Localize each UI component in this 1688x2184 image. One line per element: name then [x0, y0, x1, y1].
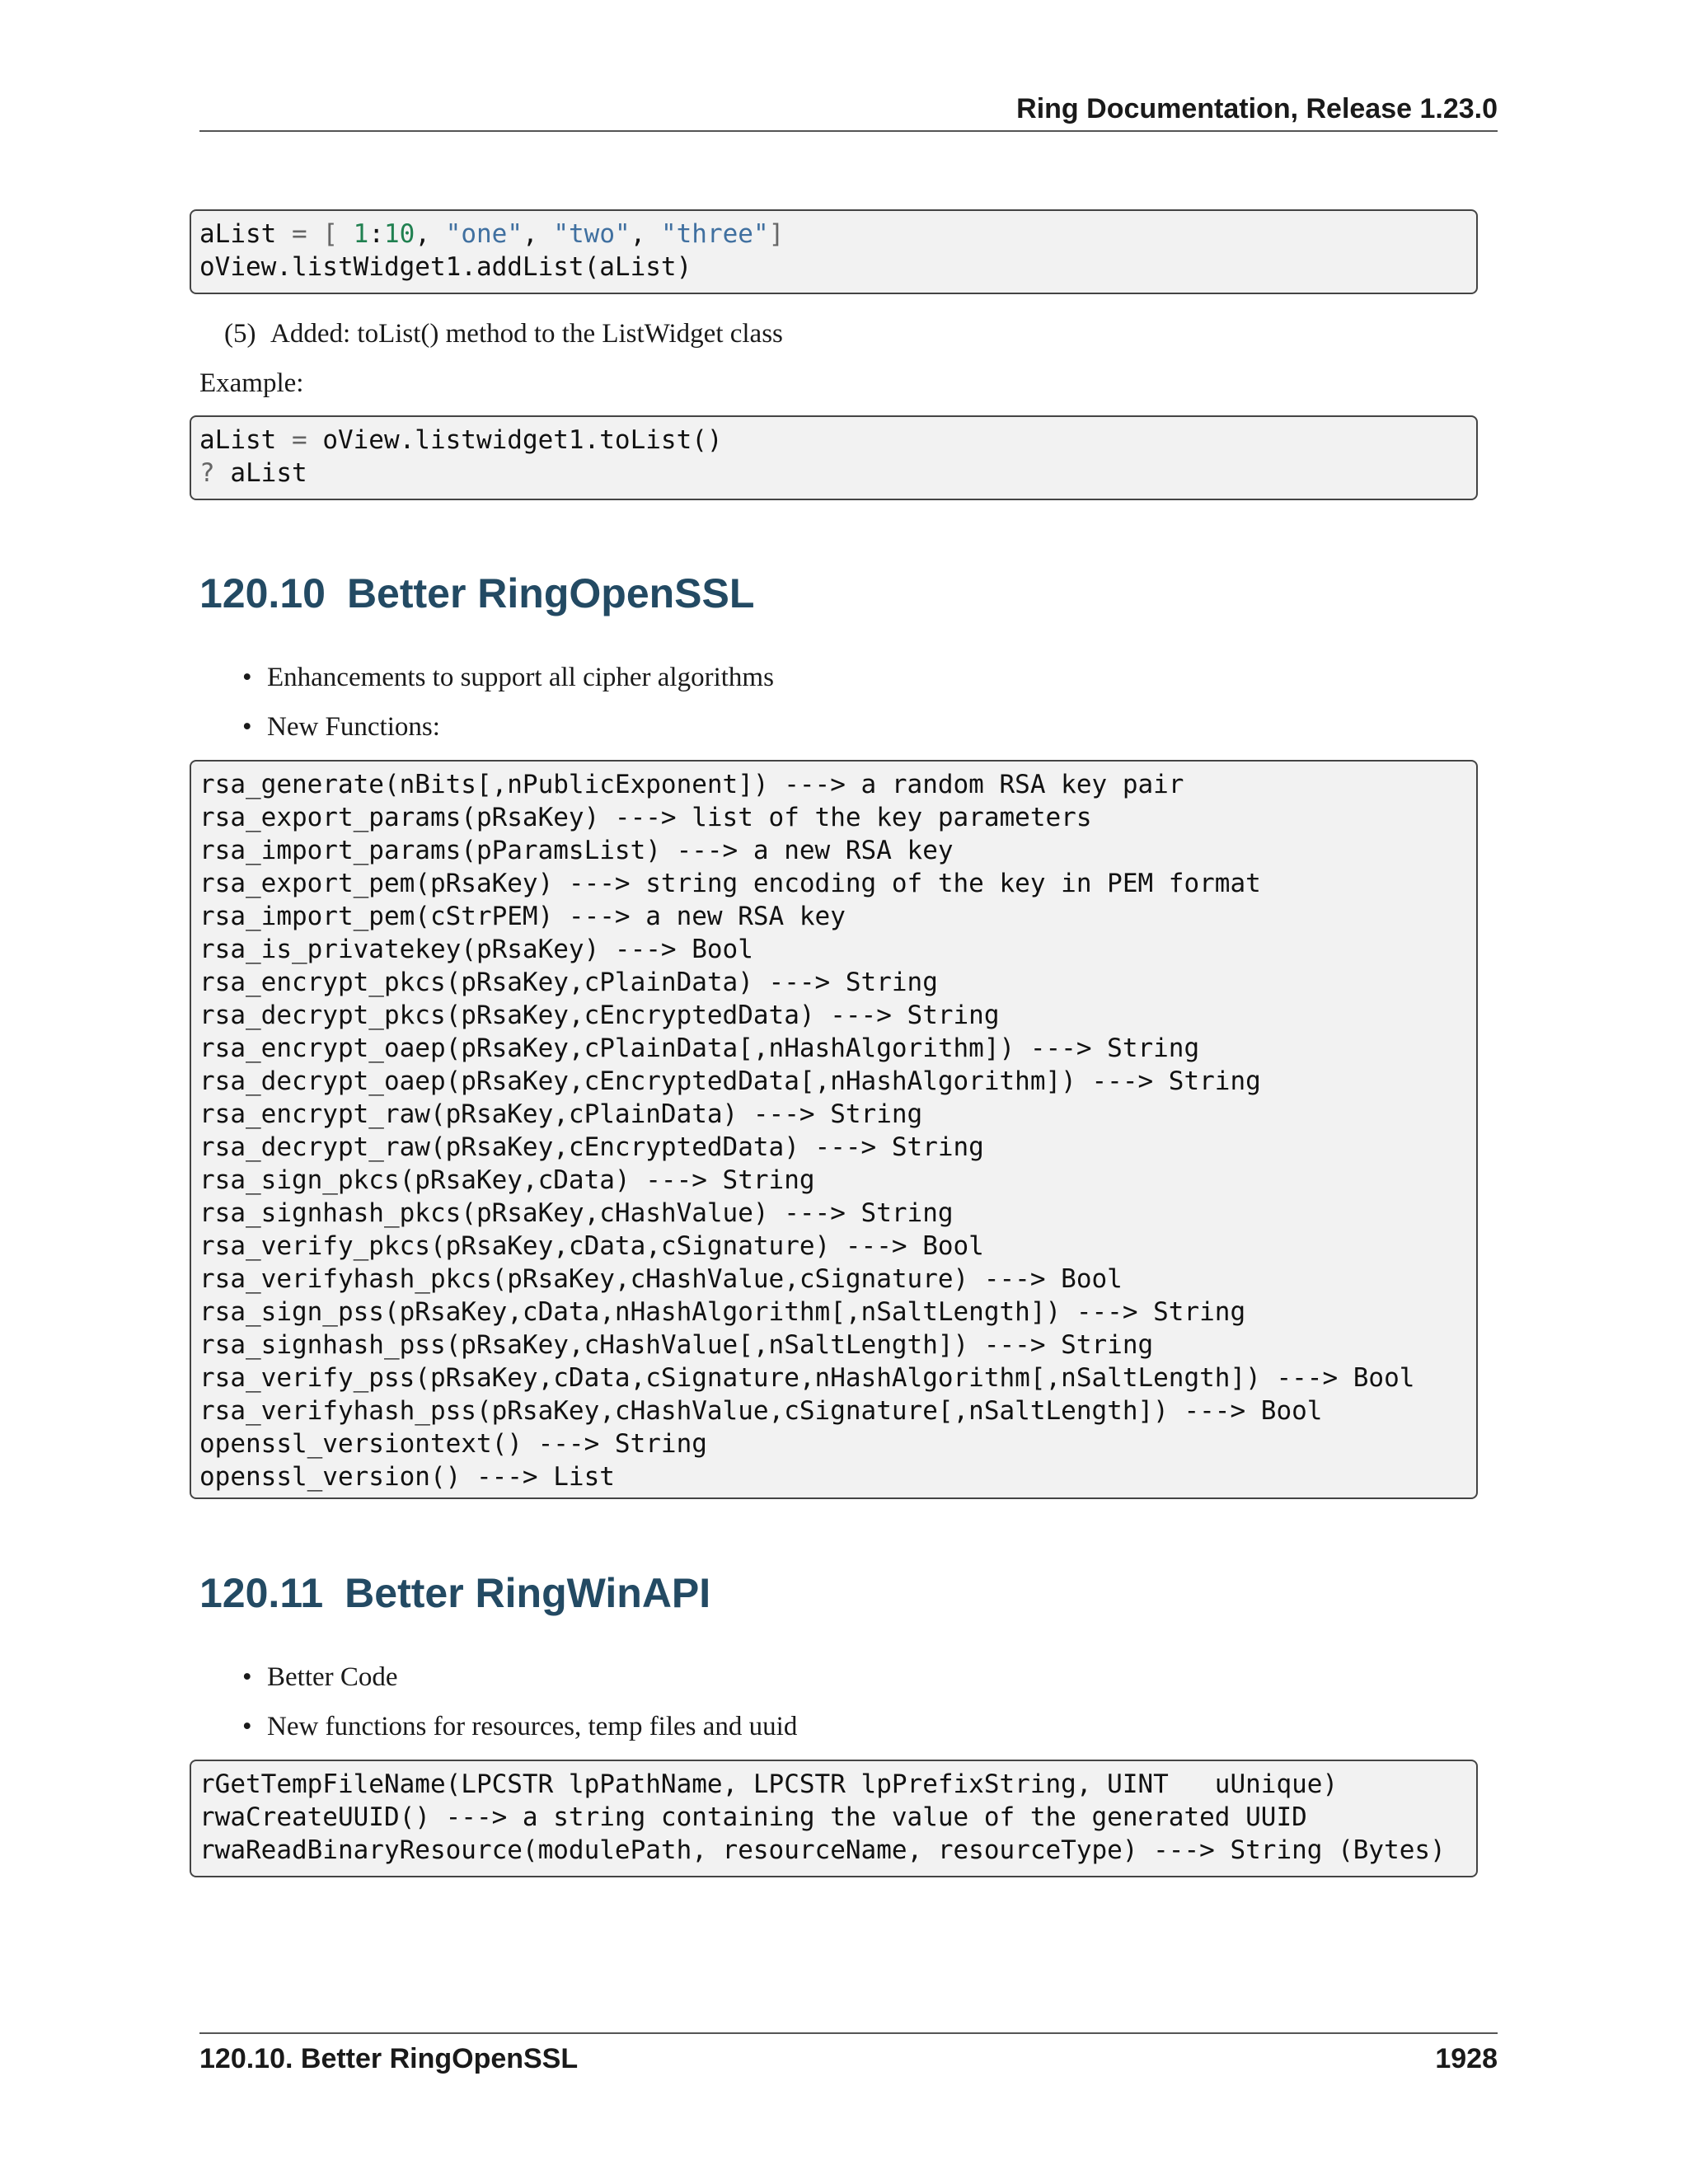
code-token — [338, 219, 354, 249]
section-heading-winapi — [199, 1568, 710, 1618]
code-token: aList — [214, 458, 307, 488]
code-line: rsa_is_privatekey(pRsaKey) ---> Bool — [199, 935, 753, 964]
code-line: rwaCreateUUID() ---> a string containing the value of the generated UUID — [199, 1802, 1307, 1832]
code-token: oView.listwidget1.toList() — [307, 425, 723, 455]
enumerated-item — [224, 317, 783, 350]
code-line: rsa_sign_pkcs(pRsaKey,cData) ---> String — [199, 1165, 815, 1195]
code-block-tolist — [190, 415, 1478, 500]
page-header — [199, 92, 1498, 132]
code-token: , — [523, 219, 554, 249]
code-token: : — [368, 219, 385, 249]
code-line — [199, 218, 1468, 251]
section-heading-openssl — [199, 569, 754, 618]
bullet-item: • Better Code — [267, 1661, 797, 1694]
code-line — [199, 251, 1468, 284]
code-line: rsa_decrypt_raw(pRsaKey,cEncryptedData) ---> String — [199, 1132, 984, 1162]
document-page — [199, 0, 1498, 2184]
section-number: 120.11 — [199, 1570, 324, 1616]
section-title: Better RingWinAPI — [345, 1570, 711, 1616]
code-token: aList — [199, 219, 292, 249]
code-line: rsa_signhash_pss(pRsaKey,cHashValue[,nSaltLength]) ---> String — [199, 1330, 1154, 1360]
code-line: openssl_version() ---> List — [199, 1462, 615, 1492]
code-token: ] — [768, 219, 785, 249]
example-label: Example: — [199, 368, 304, 398]
code-line: rsa_verifyhash_pss(pRsaKey,cHashValue,cSignature[,nSaltLength]) ---> Bool — [199, 1396, 1323, 1426]
bullet-item: • New functions for resources, temp files and uuid — [267, 1710, 797, 1743]
code-line: rsa_export_pem(pRsaKey) ---> string encoding of the key in PEM format — [199, 869, 1261, 898]
code-line: rsa_sign_pss(pRsaKey,cData,nHashAlgorithm[,nSaltLength]) ---> String — [199, 1297, 1246, 1327]
code-block-openssl-functions — [190, 760, 1478, 1499]
code-token: 10 — [384, 219, 415, 249]
code-line: rsa_decrypt_oaep(pRsaKey,cEncryptedData[,nHashAlgorithm]) ---> String — [199, 1066, 1261, 1096]
code-token: ? — [199, 458, 215, 488]
enum-text: Added: toList() method to the ListWidget class — [270, 319, 783, 349]
bullet-item: • New Functions: — [267, 710, 774, 743]
section-title: Better RingOpenSSL — [346, 570, 755, 616]
header-title: Ring Documentation, Release 1.23.0 — [1016, 93, 1498, 124]
footer-page-number: 1928 — [1435, 2043, 1498, 2074]
code-token: , — [630, 219, 661, 249]
footer-section: 120.10. Better RingOpenSSL — [199, 2043, 579, 2074]
code-block-winapi-functions — [190, 1760, 1478, 1877]
code-line: rsa_encrypt_pkcs(pRsaKey,cPlainData) ---> String — [199, 968, 938, 997]
code-token: , — [415, 219, 446, 249]
code-token — [307, 219, 323, 249]
code-token: = — [291, 425, 307, 455]
page-footer — [199, 2032, 1498, 2075]
code-token: oView.listWidget1.addList(aList) — [199, 252, 692, 282]
bullet-item: • Enhancements to support all cipher algorithms — [267, 661, 774, 694]
code-token: "three" — [660, 219, 769, 249]
code-block-addlist — [190, 209, 1478, 294]
code-line: rsa_export_params(pRsaKey) ---> list of the key parameters — [199, 803, 1092, 832]
code-token: = — [291, 219, 307, 249]
code-line: rsa_generate(nBits[,nPublicExponent]) ---> a random RSA key pair — [199, 770, 1184, 799]
code-token: [ — [322, 219, 338, 249]
code-line: rsa_import_params(pParamsList) ---> a new RSA key — [199, 836, 954, 865]
code-token: "one" — [445, 219, 523, 249]
code-line: rsa_encrypt_raw(pRsaKey,cPlainData) ---> String — [199, 1099, 923, 1129]
code-line: rsa_verify_pkcs(pRsaKey,cData,cSignature) ---> Bool — [199, 1231, 984, 1261]
winapi-bullet-list — [267, 1661, 797, 1760]
code-line: rsa_encrypt_oaep(pRsaKey,cPlainData[,nHashAlgorithm]) ---> String — [199, 1033, 1200, 1063]
code-line: rwaReadBinaryResource(modulePath, resourceName, resourceType) ---> String (Bytes) — [199, 1835, 1446, 1865]
openssl-bullet-list — [267, 661, 774, 760]
code-line — [199, 424, 1468, 457]
code-token: "two" — [553, 219, 631, 249]
code-line: rsa_verifyhash_pkcs(pRsaKey,cHashValue,cSignature) ---> Bool — [199, 1264, 1123, 1294]
code-line: openssl_versiontext() ---> String — [199, 1429, 707, 1459]
code-line — [199, 457, 1468, 490]
code-token: aList — [199, 425, 292, 455]
section-number: 120.10 — [199, 570, 326, 616]
code-line: rsa_verify_pss(pRsaKey,cData,cSignature,nHashAlgorithm[,nSaltLength]) ---> Bool — [199, 1363, 1415, 1393]
code-line: rsa_signhash_pkcs(pRsaKey,cHashValue) ---> String — [199, 1198, 954, 1228]
code-line: rsa_decrypt_pkcs(pRsaKey,cEncryptedData) ---> String — [199, 1001, 1000, 1030]
code-line: rsa_import_pem(cStrPEM) ---> a new RSA key — [199, 902, 846, 931]
code-line: rGetTempFileName(LPCSTR lpPathName, LPCSTR lpPrefixString, UINT uUnique) — [199, 1769, 1339, 1799]
code-token: 1 — [353, 219, 369, 249]
enum-number: (5) — [224, 319, 256, 349]
